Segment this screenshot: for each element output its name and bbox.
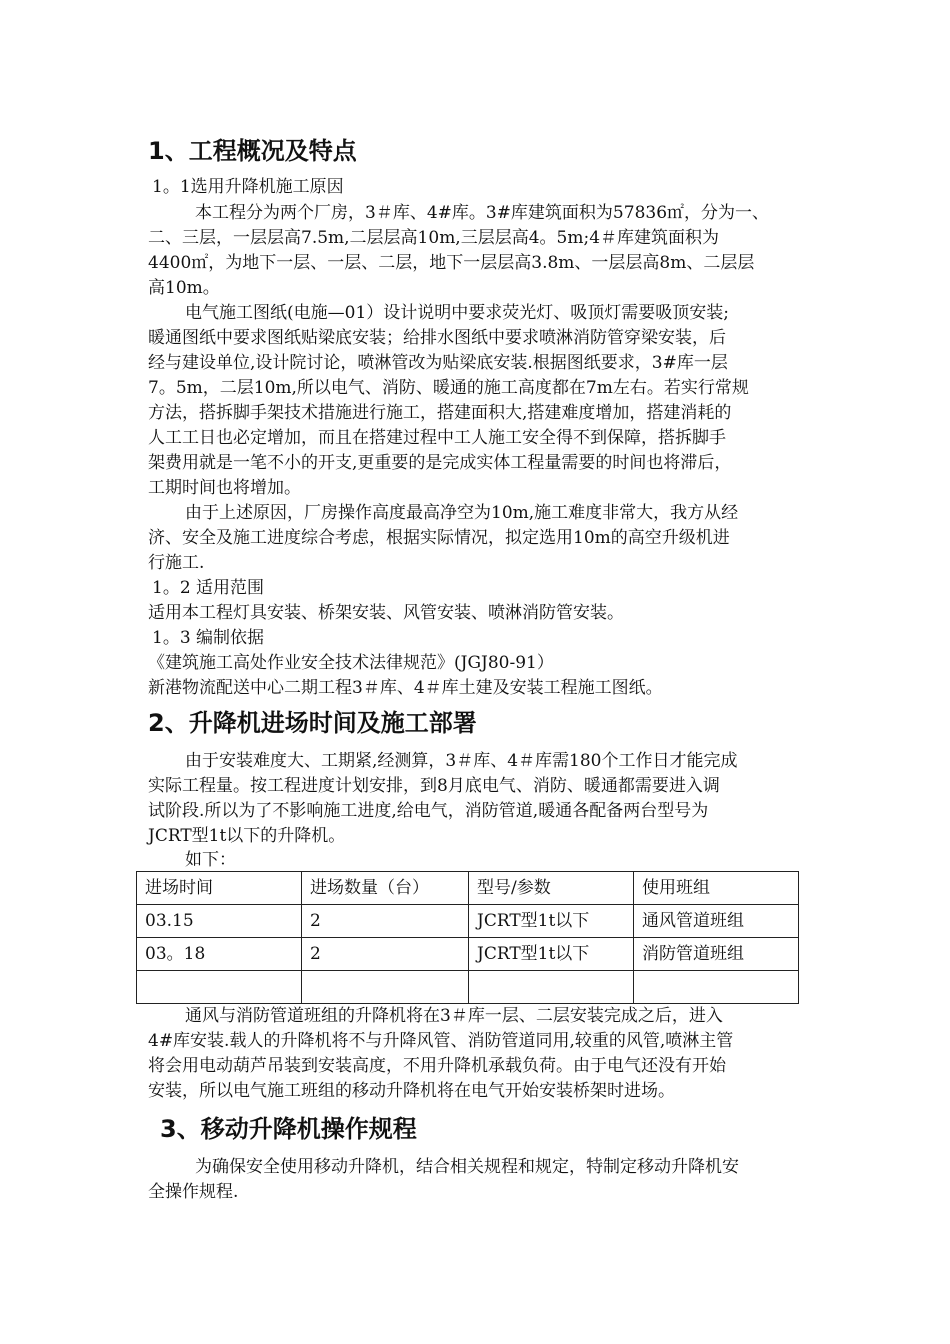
table-cell xyxy=(137,971,302,1004)
paragraph-line: 济、安全及施工进度综合考虑，根据实际情况，拟定选用10m的高空升级机进 xyxy=(148,528,730,548)
reference-line: 《建筑施工高处作业安全技术法律规范》(JGJ80-91） xyxy=(148,653,554,673)
table-cell: JCRT型1t以下 xyxy=(469,905,634,938)
paragraph-line: 为确保安全使用移动升降机，结合相关规程和规定，特制定移动升降机安 xyxy=(195,1157,739,1177)
table-header-row xyxy=(137,872,799,905)
paragraph-line: 高10m。 xyxy=(148,278,220,298)
subsection-1-1-title: 1。1选用升降机施工原因 xyxy=(152,177,344,197)
table-header-cell: 进场时间 xyxy=(137,872,302,905)
paragraph-line: 工期时间也将增加。 xyxy=(148,478,301,498)
equipment-schedule-table xyxy=(136,871,799,1004)
table-header-cell: 进场数量（台） xyxy=(302,872,469,905)
paragraph-line: 电气施工图纸(电施—01）设计说明中要求荧光灯、吸顶灯需要吸顶安装; xyxy=(185,303,729,323)
paragraph-line: 本工程分为两个厂房，3＃库、4#库。3#库建筑面积为57836㎡，分为一、 xyxy=(195,203,770,223)
table-intro: 如下： xyxy=(185,850,236,870)
subsection-1-3-title: 1。3 编制依据 xyxy=(152,628,265,648)
paragraph-line: 4400㎡，为地下一层、一层、二层，地下一层层高3.8m、一层层高8m、二层层 xyxy=(148,253,755,273)
table-cell xyxy=(634,971,799,1004)
table-cell xyxy=(469,971,634,1004)
table-cell: 消防管道班组 xyxy=(634,938,799,971)
section-3-heading: 3、移动升降机操作规程 xyxy=(160,1115,417,1143)
paragraph-line: 由于上述原因，厂房操作高度最高净空为10m,施工难度非常大，我方从经 xyxy=(185,503,739,523)
table-cell: 2 xyxy=(302,938,469,971)
table-header-cell: 型号/参数 xyxy=(469,872,634,905)
table-row xyxy=(137,971,799,1004)
subsection-1-2-title: 1。2 适用范围 xyxy=(152,578,265,598)
paragraph-line: 4#库安装.载人的升降机将不与升降风管、消防管道同用,较重的风管,喷淋主管 xyxy=(148,1031,734,1051)
paragraph-line: 暖通图纸中要求图纸贴梁底安装；给排水图纸中要求喷淋消防管穿梁安装，后 xyxy=(148,328,726,348)
paragraph-line: 人工工日也必定增加，而且在搭建过程中工人施工安全得不到保障，搭拆脚手 xyxy=(148,428,726,448)
table-cell: 2 xyxy=(302,905,469,938)
paragraph-line: 试阶段.所以为了不影响施工进度,给电气，消防管道,暖通各配备两台型号为 xyxy=(148,801,709,821)
table-row xyxy=(137,938,799,971)
paragraph-line: 架费用就是一笔不小的开支,更重要的是完成实体工程量需要的时间也将滞后， xyxy=(148,453,732,473)
paragraph-line: 7。5m，二层10m,所以电气、消防、暖通的施工高度都在7m左右。若实行常规 xyxy=(148,378,749,398)
paragraph-line: 行施工. xyxy=(148,553,205,573)
paragraph-line: 方法，搭拆脚手架技术措施进行施工，搭建面积大,搭建难度增加，搭建消耗的 xyxy=(148,403,732,423)
table-cell: 03。18 xyxy=(137,938,302,971)
paragraph-line: 通风与消防管道班组的升降机将在3＃库一层、二层安装完成之后，进入 xyxy=(185,1006,723,1026)
table-cell: 通风管道班组 xyxy=(634,905,799,938)
section-2-heading: 2、升降机进场时间及施工部署 xyxy=(148,709,477,737)
reference-line: 新港物流配送中心二期工程3＃库、4＃库土建及安装工程施工图纸。 xyxy=(148,678,663,698)
paragraph-line: 将会用电动葫芦吊装到安装高度，不用升降机承载负荷。由于电气还没有开始 xyxy=(148,1056,726,1076)
paragraph-line: 经与建设单位,设计院讨论，喷淋管改为贴梁底安装.根据图纸要求，3#库一层 xyxy=(148,353,728,373)
table-cell: 03.15 xyxy=(137,905,302,938)
section-1-heading: 1、工程概况及特点 xyxy=(148,137,357,165)
paragraph-line: 安装，所以电气施工班组的移动升降机将在电气开始安装桥架时进场。 xyxy=(148,1081,675,1101)
table-row xyxy=(137,905,799,938)
table-cell xyxy=(302,971,469,1004)
paragraph-line: 二、三层，一层层高7.5m,二层层高10m,三层层高4。5m;4＃库建筑面积为 xyxy=(148,228,720,248)
paragraph-line: 适用本工程灯具安装、桥架安装、风管安装、喷淋消防管安装。 xyxy=(148,603,624,623)
paragraph-line: JCRT型1t以下的升降机。 xyxy=(148,826,346,846)
paragraph-line: 实际工程量。按工程进度计划安排，到8月底电气、消防、暖通都需要进入调 xyxy=(148,776,720,796)
paragraph-line: 由于安装难度大、工期紧,经测算，3＃库、4＃库需180个工作日才能完成 xyxy=(185,751,738,771)
table-cell: JCRT型1t以下 xyxy=(469,938,634,971)
table-header-cell: 使用班组 xyxy=(634,872,799,905)
paragraph-line: 全操作规程. xyxy=(148,1182,239,1202)
